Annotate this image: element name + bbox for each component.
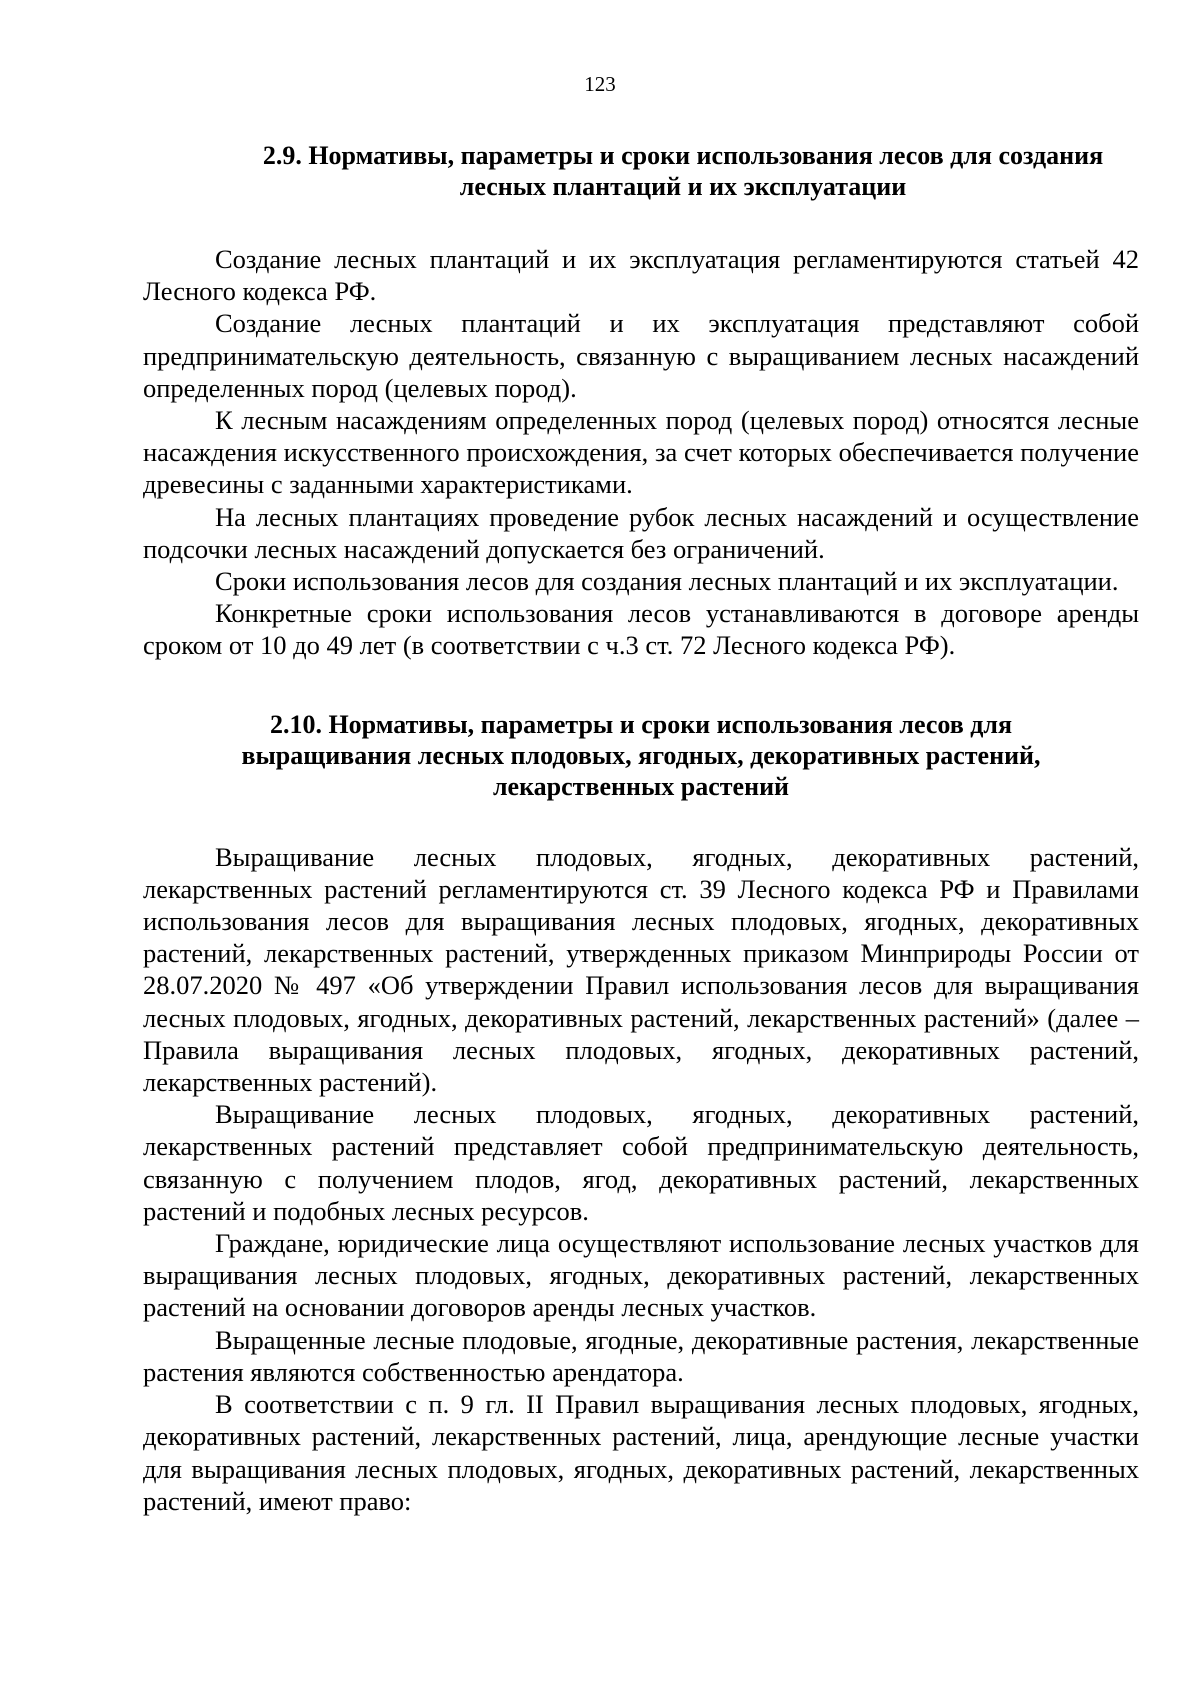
section-2-10-title-line3: лекарственных растений <box>492 771 790 801</box>
section-2-10-title-line2: выращивания лесных плодовых, ягодных, декоративных растений, <box>241 740 1041 770</box>
section-2-10-paragraph-5: В соответствии с п. 9 гл. II Правил выращивания лесных плодовых, ягодных, декоративных растений, лекарственных растений, лица, арендующие лесные участки для выращивания лесных плодовых, ягодных, декоративных растений, лекарственных растений, имеют право: <box>143 1389 1139 1516</box>
section-2-9-paragraph-2: Создание лесных плантаций и их эксплуатация представляют собой предпринимательскую деятельность, связанную с выращиванием лесных насаждений определенных пород (целевых пород). <box>143 308 1139 403</box>
page-content <box>143 140 1139 1517</box>
section-2-10-title <box>143 709 1139 802</box>
section-2-9-paragraph-4: На лесных плантациях проведение рубок лесных насаждений и осуществление подсочки лесных насаждений допускается без ограничений. <box>143 501 1139 564</box>
page-number: 123 <box>584 72 616 96</box>
section-2-9-paragraph-1: Создание лесных плантаций и их эксплуатация регламентируются статьей 42 Лесного кодекса РФ. <box>143 244 1139 307</box>
section-2-9-paragraph-5: Сроки использования лесов для создания лесных плантаций и их эксплуатации. <box>215 566 1119 597</box>
section-2-10-body <box>143 841 1139 1517</box>
section-2-10-title-line1: 2.10. Нормативы, параметры и сроки использования лесов для <box>269 709 1013 739</box>
section-2-9-title-line2: лесных плантаций и их эксплуатации <box>459 172 907 201</box>
section-2-9-paragraph-3: К лесным насаждениям определенных пород (целевых пород) относятся лесные насаждения искусственного происхождения, за счет которых обеспечивается получение древесины с заданными характеристиками. <box>143 405 1139 500</box>
section-2-9-title-line1: 2.9. Нормативы, параметры и сроки использования лесов для создания <box>262 141 1104 170</box>
section-2-10-paragraph-3: Граждане, юридические лица осуществляют использование лесных участков для выращивания лесных плодовых, ягодных, декоративных растений, лекарственных растений на основании договоров аренды лесных участков. <box>143 1228 1139 1323</box>
section-2-9-body <box>143 243 1139 662</box>
section-2-10-paragraph-1: Выращивание лесных плодовых, ягодных, декоративных растений, лекарственных растений регламентируются ст. 39 Лесного кодекса РФ и Правилами использования лесов для выращивания лесных плодовых, ягодных, декоративных растений, лекарственных растений, утвержденных приказом Минприроды России от 28.07.2020 № 497 «Об утверждении Правил использования лесов для выращивания лесных плодовых, ягодных, декоративных растений, лекарственных растений» (далее – Правила выращивания лесных плодовых, ягодных, декоративных растений, лекарственных растений). <box>143 841 1139 1098</box>
section-2-9-title <box>143 140 1139 202</box>
section-2-10-paragraph-2: Выращивание лесных плодовых, ягодных, декоративных растений, лекарственных растений представляет собой предпринимательскую деятельность, связанную с получением плодов, ягод, декоративных растений, лекарственных растений и подобных лесных ресурсов. <box>143 1099 1139 1226</box>
section-2-9-paragraph-6: Конкретные сроки использования лесов устанавливаются в договоре аренды сроком от 10 до 49 лет (в соответствии с ч.3 ст. 72 Лесного кодекса РФ). <box>143 598 1139 661</box>
section-2-10-paragraph-4: Выращенные лесные плодовые, ягодные, декоративные растения, лекарственные растения являются собственностью арендатора. <box>143 1324 1139 1387</box>
